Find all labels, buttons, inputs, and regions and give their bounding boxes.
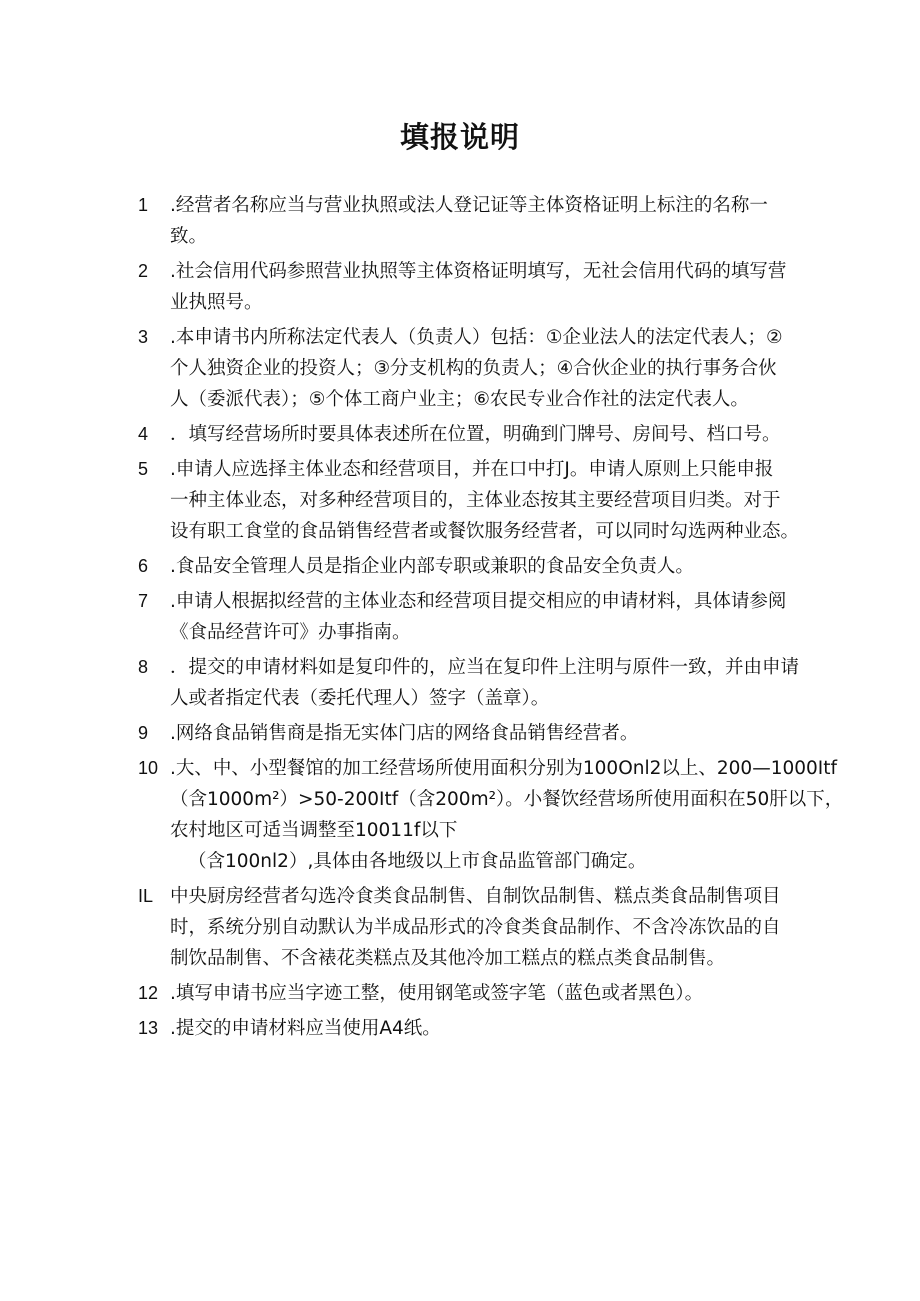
item-line: 中央厨房经营者勾选冷食类食品制售、自制饮品制售、糕点类食品制售项目 <box>170 886 781 907</box>
item-line: （含1000m²）>50-200Itf（含200m²）。小餐饮经营场所使用面积在50肝以下， <box>170 789 844 810</box>
list-item <box>138 551 890 582</box>
page-title: 填报说明 <box>399 120 520 154</box>
item-line: 个人独资企业的投资人；③分支机构的负责人；④合伙企业的执行事务合伙 <box>170 358 777 379</box>
item-number: 3 <box>138 327 149 347</box>
item-number: 9 <box>138 723 149 743</box>
item-number: 6 <box>138 556 149 576</box>
item-number: 8 <box>138 657 149 677</box>
item-line: 人或者指定代表（委托代理人）签字（盖章）。 <box>170 688 550 709</box>
list-item <box>138 978 890 1009</box>
item-line: 制饮品制售、不含裱花类糕点及其他冷加工糕点的糕点类食品制售。 <box>170 948 726 969</box>
item-number: 2 <box>138 261 149 281</box>
list-item <box>138 322 890 415</box>
item-line: （含100nl2）,具体由各地级以上市食品监管部门确定。 <box>188 851 647 872</box>
list-item <box>138 1013 890 1044</box>
list-item <box>138 256 890 318</box>
list-item <box>138 753 890 877</box>
item-line: 时，系统分别自动默认为半成品形式的冷食类食品制作、不含冷冻饮品的自 <box>170 917 781 938</box>
item-line: 一种主体业态，对多种经营项目的，主体业态按其主要经营项目归类。对于 <box>170 490 781 511</box>
item-line: .申请人根据拟经营的主体业态和经营项目提交相应的申请材料，具体请参阅 <box>170 591 787 612</box>
item-line: .本申请书内所称法定代表人（负责人）包括：①企业法人的法定代表人；② <box>170 327 783 348</box>
item-line: .网络食品销售商是指无实体门店的网络食品销售经营者。 <box>170 723 639 744</box>
item-line: 业执照号。 <box>170 292 263 313</box>
list-item <box>138 881 890 974</box>
item-number: 1 <box>138 195 149 215</box>
item-line: .提交的申请材料应当使用A4纸。 <box>170 1018 441 1039</box>
list-item <box>138 586 890 648</box>
item-line: 设有职工食堂的食品销售经营者或餐饮服务经营者，可以同时勾选两种业态。 <box>170 521 800 542</box>
item-line: .食品安全管理人员是指企业内部专职或兼职的食品安全负责人。 <box>170 556 694 577</box>
item-number: 4 <box>138 424 149 444</box>
item-line: 人（委派代表）；⑤个体工商户业主；⑥农民专业合作社的法定代表人。 <box>170 389 749 410</box>
list-item <box>138 454 890 547</box>
list-item <box>138 190 890 252</box>
item-line: 《食品经营许可》办事指南。 <box>170 622 411 643</box>
item-number: 12 <box>138 983 159 1003</box>
item-line: .社会信用代码参照营业执照等主体资格证明填写，无社会信用代码的填写营 <box>170 261 787 282</box>
item-line: ．填写经营场所时要具体表述所在位置，明确到门牌号、房间号、档口号。 <box>170 424 781 445</box>
item-number: 5 <box>138 459 149 479</box>
item-number: 13 <box>138 1018 159 1038</box>
item-number: IL <box>138 886 154 906</box>
instruction-list <box>138 190 890 1048</box>
item-line: .大、中、小型餐馆的加工经营场所使用面积分别为100Onl2以上、200—1000Itf <box>170 758 838 779</box>
item-line: 致。 <box>170 226 208 247</box>
list-item <box>138 652 890 714</box>
item-number: 10 <box>138 758 159 778</box>
item-line: .填写申请书应当字迹工整，使用钢笔或签字笔（蓝色或者黑色）。 <box>170 983 704 1004</box>
item-number: 7 <box>138 591 149 611</box>
item-line: .经营者名称应当与营业执照或法人登记证等主体资格证明上标注的名称一 <box>170 195 768 216</box>
item-line: ．提交的申请材料如是复印件的，应当在复印件上注明与原件一致，并由申请 <box>170 657 800 678</box>
list-item <box>138 718 890 749</box>
list-item <box>138 419 890 450</box>
item-line: 农村地区可适当调整至10011f以下 <box>170 820 458 841</box>
item-line: .申请人应选择主体业态和经营项目，并在口中打J。申请人原则上只能申报 <box>170 459 774 480</box>
